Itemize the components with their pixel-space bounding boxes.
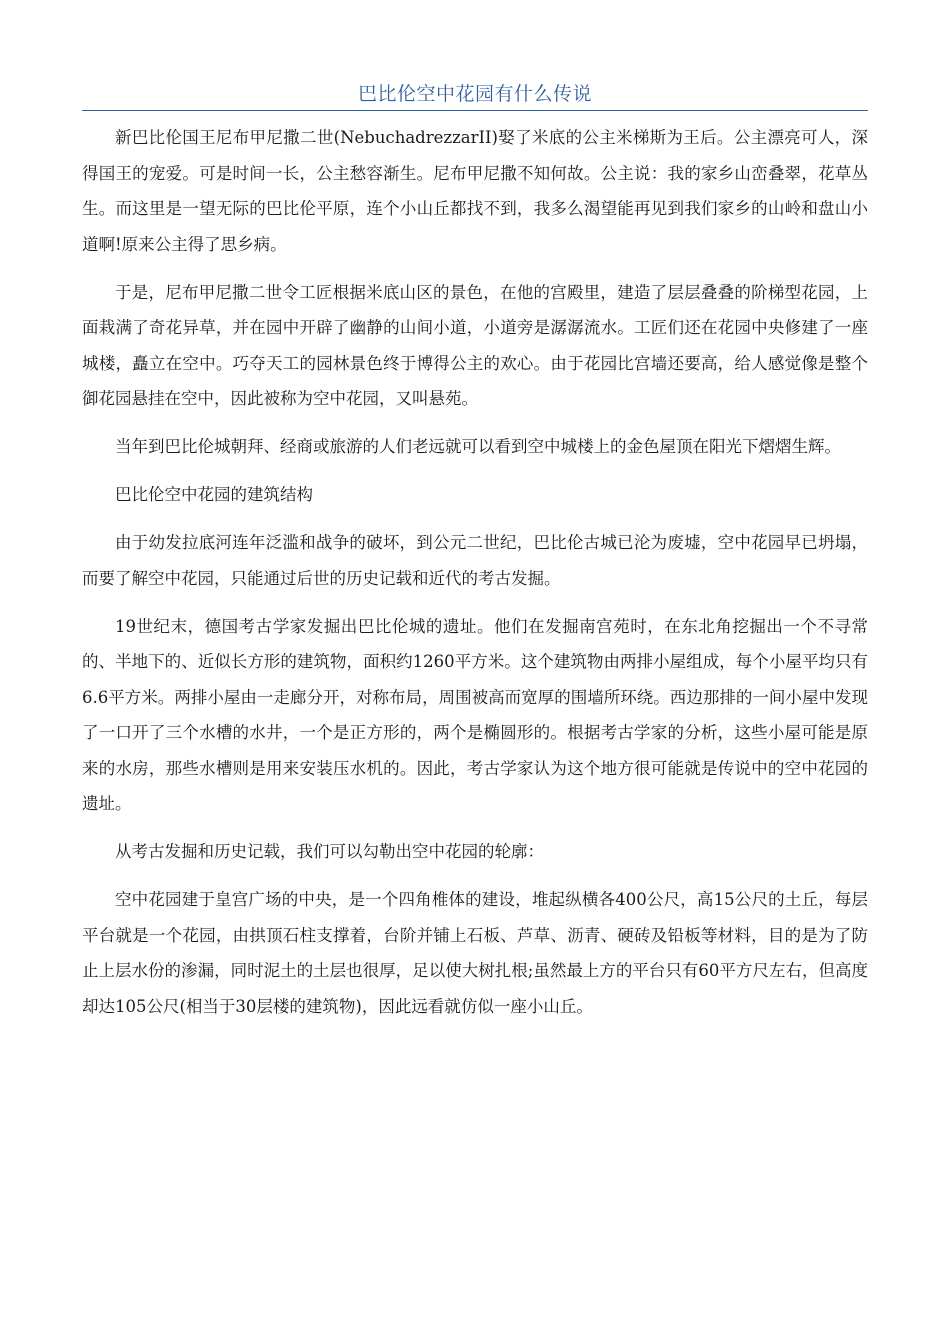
paragraph-7: 空中花园建于皇宫广场的中央，是一个四角椎体的建设，堆起纵横各400公尺，高15公尺的土丘，每层平台就是一个花园，由拱顶石柱支撑着，台阶并铺上石板、芦草、沥青、硬砖及铅板等材料，目的是为了防止上层水份的渗漏，同时泥土的土层也很厚，足以使大树扎根;虽然最上方的平台只有60平方尺左右，但高度却达105公尺(相当于30层楼的建筑物)，因此远看就仿似一座小山丘。 xyxy=(82,890,868,1016)
paragraph-6: 从考古发掘和历史记载，我们可以勾勒出空中花园的轮廓： xyxy=(115,842,544,861)
paragraph-1: 新巴比伦国王尼布甲尼撒二世(NebuchadrezzarII)娶了米底的公主米梯斯为王后。公主漂亮可人，深得国王的宠爱。可是时间一长，公主愁容渐生。尼布甲尼撒不知何故。公主说：我的家乡山峦叠翠，花草丛生。而这里是一望无际的巴比伦平原，连个小山丘都找不到，我多么渴望能再见到我们家乡的山岭和盘山小道啊!原来公主得了思乡病。 xyxy=(82,128,868,254)
paragraph-3: 当年到巴比伦城朝拜、经商或旅游的人们老远就可以看到空中城楼上的金色屋顶在阳光下熠熠生辉。 xyxy=(115,437,841,456)
document-body xyxy=(82,120,868,1037)
paragraph-2: 于是，尼布甲尼撒二世令工匠根据米底山区的景色，在他的宫殿里，建造了层层叠叠的阶梯型花园，上面栽满了奇花异草，并在园中开辟了幽静的山间小道，小道旁是潺潺流水。工匠们还在花园中央修建了一座城楼，矗立在空中。巧夺天工的园林景色终于博得公主的欢心。由于花园比宫墙还要高，给人感觉像是整个御花园悬挂在空中，因此被称为空中花园，又叫悬苑。 xyxy=(82,282,868,408)
paragraph-4: 由于幼发拉底河连年泛滥和战争的破坏，到公元二世纪，巴比伦古城已沦为废墟，空中花园早已坍塌，而要了解空中花园，只能通过后世的历史记载和近代的考古发掘。 xyxy=(82,533,868,588)
section-heading: 巴比伦空中花园的建筑结构 xyxy=(115,485,313,504)
paragraph-5: 19世纪末，德国考古学家发掘出巴比伦城的遗址。他们在发掘南宫苑时，在东北角挖掘出一个不寻常的、半地下的、近似长方形的建筑物，面积约1260平方米。这个建筑物由两排小屋组成，每个小屋平均只有6.6平方米。两排小屋由一走廊分开，对称布局，周围被高而宽厚的围墙所环绕。西边那排的一间小屋中发现了一口开了三个水槽的水井，一个是正方形的，两个是椭圆形的。根据考古学家的分析，这些小屋可能是原来的水房，那些水槽则是用来安装压水机的。因此，考古学家认为这个地方很可能就是传说中的空中花园的遗址。 xyxy=(82,616,868,813)
page-header xyxy=(82,80,868,111)
page-title: 巴比伦空中花园有什么传说 xyxy=(357,83,592,105)
